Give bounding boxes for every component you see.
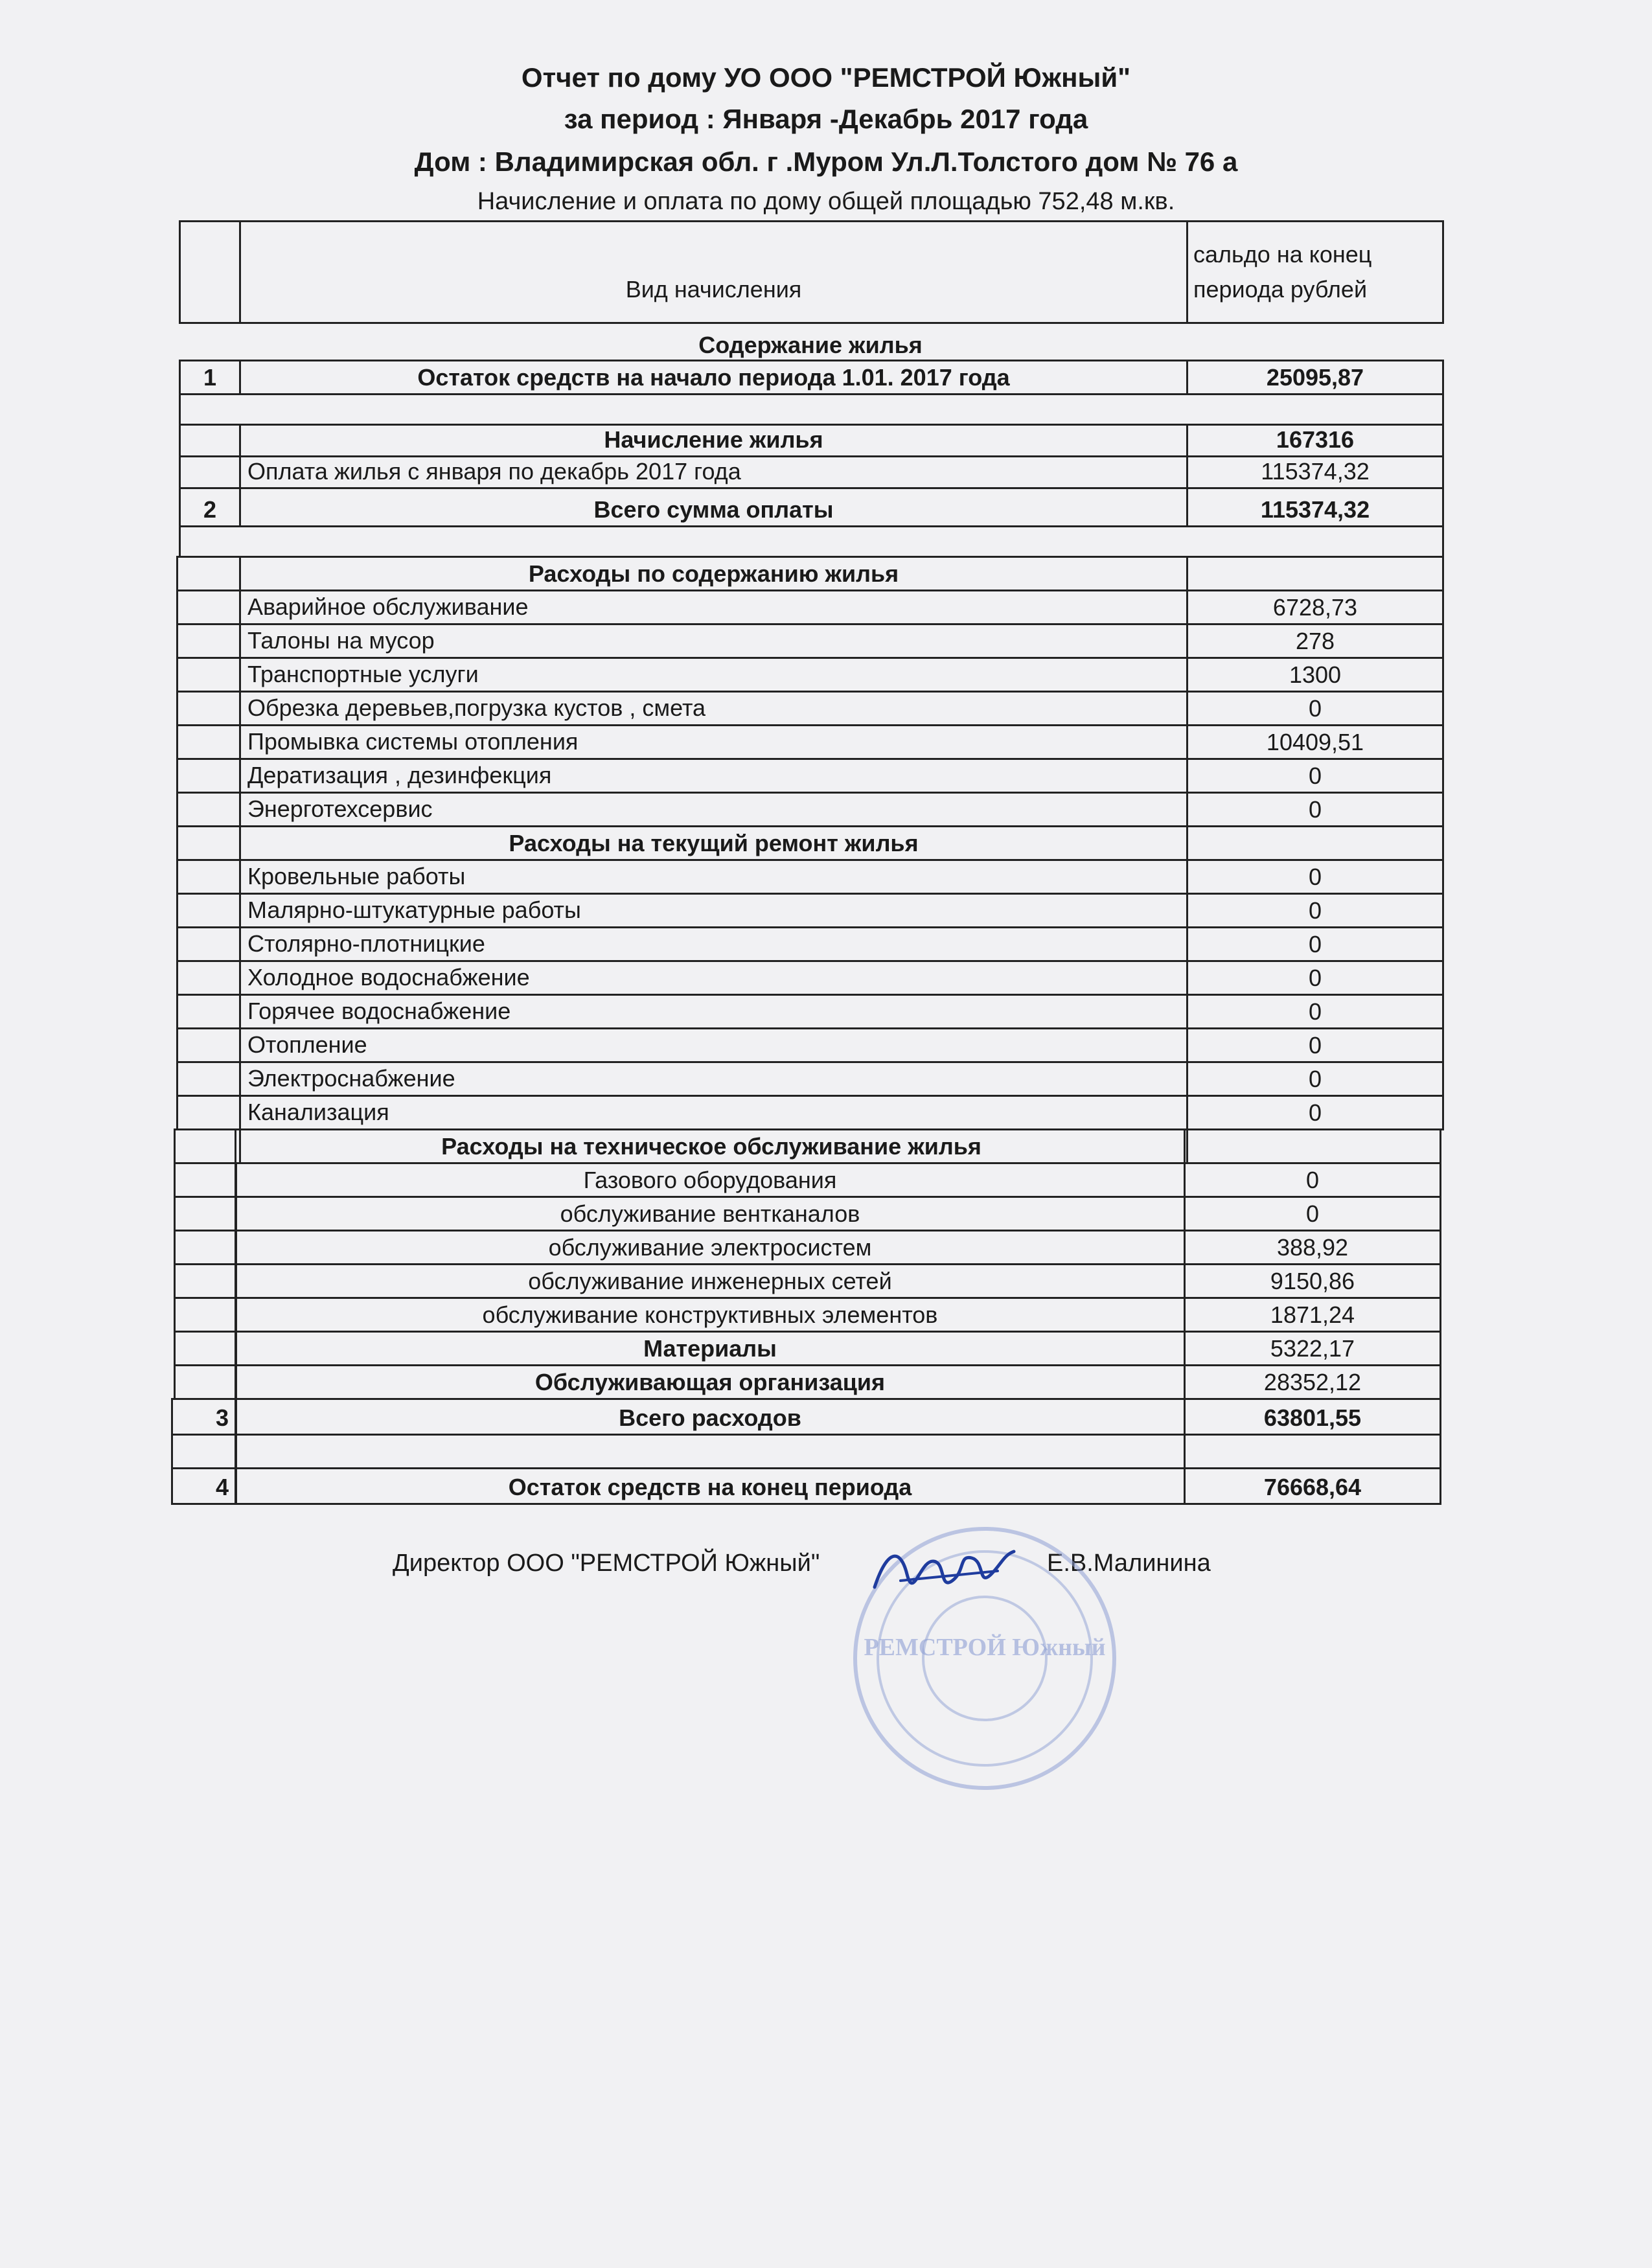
list-item-label: Талоны на мусор	[239, 623, 1188, 659]
list-item-label: Малярно-штукатурные работы	[239, 893, 1188, 928]
list-item-value: 0	[1186, 758, 1444, 794]
list-item-num	[176, 1061, 241, 1097]
spacer-row	[179, 525, 1444, 558]
list-item-value: 0	[1186, 1027, 1444, 1063]
report-title: Отчет по дому УО ООО "РЕМСТРОЙ Южный"	[521, 62, 1131, 93]
list-item-num	[176, 724, 241, 760]
empty-num	[171, 1434, 237, 1469]
director-signature	[862, 1535, 1017, 1616]
list-item-label: Холодное водоснабжение	[239, 960, 1188, 996]
materials-label: Материалы	[235, 1331, 1186, 1366]
list-item-label: Отопление	[239, 1027, 1188, 1063]
list-item-label: обслуживание конструктивных элементов	[235, 1297, 1186, 1333]
list-item-num	[176, 657, 241, 693]
list-item-value: 0	[1186, 859, 1444, 895]
list-item-num	[174, 1230, 237, 1265]
list-item-value: 0	[1186, 1061, 1444, 1097]
list-item-value: 1300	[1186, 657, 1444, 693]
accrual-label: Начисление жилья	[239, 424, 1188, 457]
materials-num	[174, 1331, 237, 1366]
empty-label	[235, 1434, 1186, 1469]
list-item-value: 0	[1186, 893, 1444, 928]
report-address: Дом : Владимирская обл. г .Муром Ул.Л.Толстого дом № 76 а	[414, 146, 1238, 177]
list-item-num	[176, 994, 241, 1029]
accrual-num	[179, 424, 241, 457]
header-num-cell	[179, 220, 241, 324]
list-item-value: 0	[1184, 1196, 1441, 1231]
list-item-num	[176, 1027, 241, 1063]
materials-value: 5322,17	[1184, 1331, 1441, 1366]
list-item-num	[176, 691, 241, 726]
list-item-label: Дератизация , дезинфекция	[239, 758, 1188, 794]
row4-value: 76668,64	[1184, 1467, 1441, 1505]
list-item-num	[176, 758, 241, 794]
report-area-note: Начисление и оплата по дому общей площадью 752,48 м.кв.	[477, 188, 1175, 215]
list-item-value: 0	[1186, 691, 1444, 726]
list-item-num	[174, 1162, 237, 1198]
accrual-value: 167316	[1186, 424, 1444, 457]
list-item-value: 9150,86	[1184, 1263, 1441, 1299]
list-item-num	[174, 1297, 237, 1333]
service-org-value: 28352,12	[1184, 1364, 1441, 1400]
list-item-num	[176, 960, 241, 996]
list-item-num	[176, 859, 241, 895]
empty-value	[1184, 1434, 1441, 1469]
director-name: Е.В.Малинина	[1047, 1550, 1211, 1577]
maintenance-header-num	[176, 556, 241, 591]
row4-label: Остаток средств на конец периода	[235, 1467, 1186, 1505]
list-item-value: 0	[1184, 1162, 1441, 1198]
col-header-balance-line1: сальдо на конец	[1193, 241, 1372, 268]
list-item-num	[176, 792, 241, 827]
col-header-balance-line2: периода рублей	[1193, 276, 1368, 303]
row2-label: Всего сумма оплаты	[239, 487, 1188, 527]
row2-value: 115374,32	[1186, 487, 1444, 527]
list-item-value: 0	[1186, 994, 1444, 1029]
repair-header-value	[1186, 825, 1444, 861]
list-item-value: 0	[1186, 1095, 1444, 1130]
maintenance-header-value	[1186, 556, 1444, 591]
col-header-balance	[1186, 220, 1444, 324]
service-org-label: Обслуживающая организация	[235, 1364, 1186, 1400]
list-item-label: Аварийное обслуживание	[239, 590, 1188, 625]
list-item-label: Горячее водоснабжение	[239, 994, 1188, 1029]
list-item-label: Кровельные работы	[239, 859, 1188, 895]
row1-num: 1	[179, 360, 241, 395]
list-item-num	[176, 590, 241, 625]
report-period: за период : Января -Декабрь 2017 года	[564, 104, 1088, 134]
list-item-label: Энерготехсервис	[239, 792, 1188, 827]
list-item-value: 0	[1186, 960, 1444, 996]
row2-num: 2	[179, 487, 241, 527]
row4-num: 4	[171, 1467, 237, 1505]
row3-value: 63801,55	[1184, 1398, 1441, 1436]
section-technical: Расходы на техническое обслуживание жилья	[235, 1128, 1188, 1164]
row3-num: 3	[171, 1398, 237, 1436]
list-item-num	[176, 1095, 241, 1130]
list-item-value: 278	[1186, 623, 1444, 659]
service-org-num	[174, 1364, 237, 1400]
payment-label: Оплата жилья с января по декабрь 2017 года	[239, 455, 1188, 489]
payment-value: 115374,32	[1186, 455, 1444, 489]
list-item-label: Обрезка деревьев,погрузка кустов , смета	[239, 691, 1188, 726]
list-item-value: 0	[1186, 792, 1444, 827]
row3-label: Всего расходов	[235, 1398, 1186, 1436]
list-item-label: Промывка системы отопления	[239, 724, 1188, 760]
row1-label: Остаток средств на начало периода 1.01. 2017 года	[239, 360, 1188, 395]
col-header-type: Вид начисления	[239, 220, 1188, 324]
list-item-label: обслуживание электросистем	[235, 1230, 1186, 1265]
list-item-label: обслуживание вентканалов	[235, 1196, 1186, 1231]
list-item-num	[174, 1263, 237, 1299]
section-housing: Содержание жилья	[698, 332, 923, 358]
list-item-label: Столярно-плотницкие	[239, 926, 1188, 962]
list-item-value: 6728,73	[1186, 590, 1444, 625]
spacer-row	[179, 393, 1444, 426]
section-maintenance: Расходы по содержанию жилья	[239, 556, 1188, 591]
list-item-label: Канализация	[239, 1095, 1188, 1130]
list-item-value: 1871,24	[1184, 1297, 1441, 1333]
payment-num	[179, 455, 241, 489]
repair-header-num	[176, 825, 241, 861]
list-item-num	[176, 623, 241, 659]
list-item-label: Газового оборудования	[235, 1162, 1186, 1198]
list-item-num	[176, 926, 241, 962]
stamp-text: РЕМСТРОЙ Южный	[864, 1634, 1106, 1661]
list-item-value: 10409,51	[1186, 724, 1444, 760]
director-title: Директор ООО "РЕМСТРОЙ Южный"	[393, 1550, 820, 1577]
list-item-num	[174, 1196, 237, 1231]
technical-header-num	[174, 1128, 241, 1164]
list-item-label: Электроснабжение	[239, 1061, 1188, 1097]
row1-value: 25095,87	[1186, 360, 1444, 395]
section-repair: Расходы на текущий ремонт жилья	[239, 825, 1188, 861]
list-item-value: 388,92	[1184, 1230, 1441, 1265]
list-item-value: 0	[1186, 926, 1444, 962]
list-item-label: Транспортные услуги	[239, 657, 1188, 693]
list-item-label: обслуживание инженерных сетей	[235, 1263, 1186, 1299]
list-item-num	[176, 893, 241, 928]
technical-header-value	[1184, 1128, 1441, 1164]
